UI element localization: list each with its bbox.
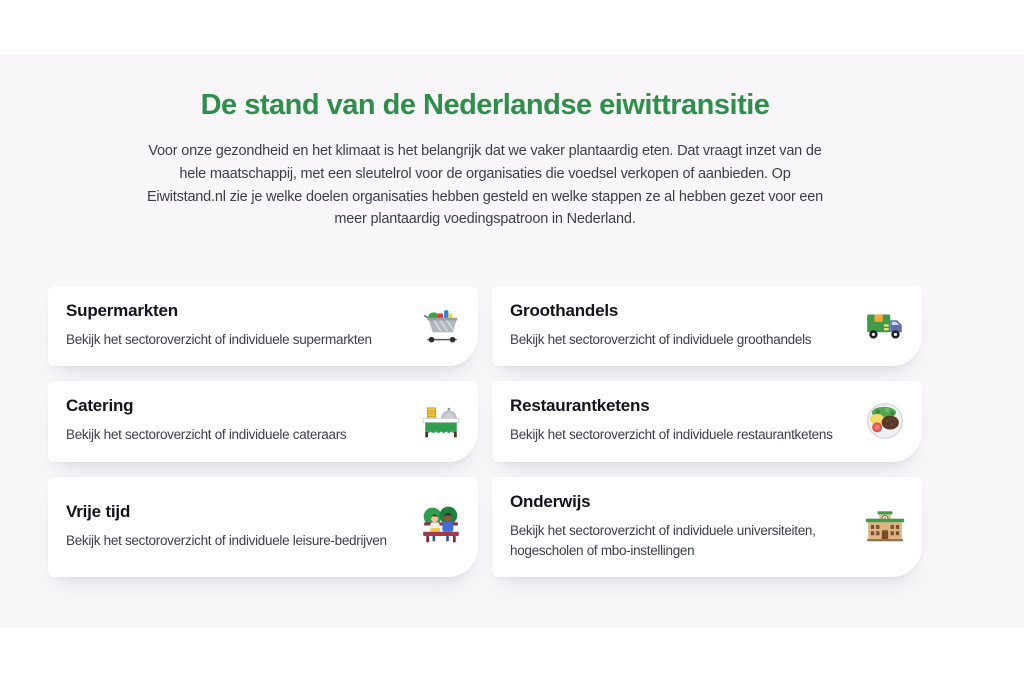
card-text [66,396,412,445]
sector-card-catering[interactable] [48,381,478,461]
top-white-band [0,0,1024,54]
card-description: Bekijk het sectoroverzicht of individuele restaurantketens [510,427,833,443]
sector-card-supermarkten[interactable] [48,286,478,366]
card-text [510,492,856,562]
page-title: De stand van de Nederlandse eiwittransitie [200,89,770,121]
card-description: Bekijk het sectoroverzicht of individuele groothandels [510,332,812,347]
content-container [48,89,922,577]
sector-card-onderwijs[interactable] [492,477,922,578]
delivery-truck-icon [864,305,906,347]
card-description: Bekijk het sectoroverzicht of individuele universiteiten, hogescholen of mbo-instellingen [510,522,816,558]
sector-card-restaurantketens[interactable] [492,381,922,461]
card-description: Bekijk het sectoroverzicht of individuele supermarkten [66,332,372,347]
card-title: Vrije tijd [66,501,131,521]
card-text [510,301,856,350]
sector-cards-grid [48,286,922,577]
card-description: Bekijk het sectoroverzicht of individuele cateraars [66,427,347,443]
card-text [66,301,412,350]
card-description: Bekijk het sectoroverzicht of individuele leisure-bedrijven [66,532,387,548]
card-text [66,502,412,551]
shopping-cart-icon [420,305,462,347]
card-title: Restaurantketens [510,396,650,416]
sector-card-groothandels[interactable] [492,286,922,366]
people-on-bench-icon [420,505,462,547]
card-title: Groothandels [510,301,619,320]
card-text [510,396,856,445]
card-title: Onderwijs [510,491,591,511]
protein-transition-section [0,54,1024,628]
buffet-table-icon [420,400,462,442]
food-plate-icon [864,400,906,442]
intro-paragraph: Voor onze gezondheid en het klimaat is het belangrijk dat we vaker plantaardig eten. Dat vraagt inzet van de hele maatschappij, met een sleutelrol voor de organisaties die voedsel verkopen of aanbieden. Op Eiwitstand.nl zie je welke doelen organisaties hebben gesteld en welke stappen ze al hebben gezet voor een meer plantaardig voedingspatroon in Nederland. [146,143,824,228]
card-title: Catering [66,396,134,416]
school-building-icon [864,505,906,547]
card-title: Supermarkten [66,301,178,320]
sector-card-vrije-tijd[interactable] [48,477,478,578]
